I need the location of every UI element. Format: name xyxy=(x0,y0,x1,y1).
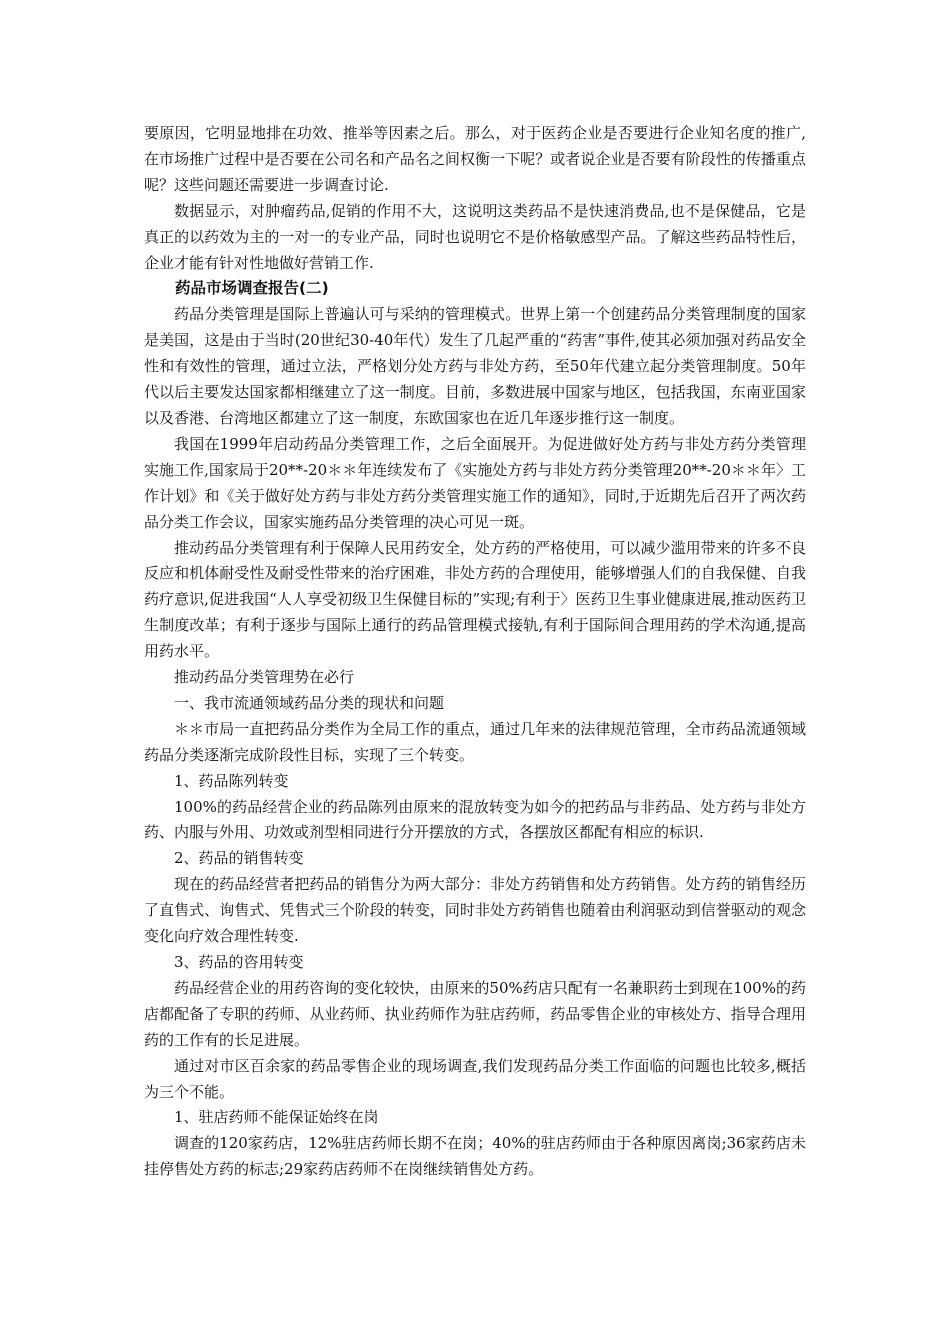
paragraph: ＊＊市局一直把药品分类作为全局工作的重点，通过几年来的法律规范管理，全市药品流通领域药品分类逐渐完成阶段性目标，实现了三个转变。 xyxy=(144,719,806,764)
paragraph: 药品分类管理是国际上普遍认可与采纳的管理模式。世界上第一个创建药品分类管理制度的国家是美国，这是由于当时(20世纪30-40年代）发生了几起严重的“药害”事件,使其必须加强对药品安全性和有效性的管理，通过立法，严格划分处方药与非处方药，至50年代建立起分类管理制度。50年代以后主要发达国家都相继建立了这一制度。目前，多数进展中国家与地区，包括我国，东南亚国家以及香港、台湾地区都建立了这一制度，东欧国家也在近几年逐步推行这一制度。 xyxy=(144,305,806,427)
paragraph: 通过对市区百余家的药品零售企业的现场调查,我们发现药品分类工作面临的问题也比较多,概括为三个不能。 xyxy=(144,1056,806,1101)
paragraph: 调查的120家药店，12%驻店药师长期不在岗；40%的驻店药师由于各种原因离岗;36家药店未挂停售处方药的标志;29家药店药师不在岗继续销售处方药。 xyxy=(144,1134,806,1179)
paragraph: 数据显示，对肿瘤药品,促销的作用不大，这说明这类药品不是快速消费品,也不是保健品，它是真正的以药效为主的一对一的专业产品，同时也说明它不是价格敏感型产品。了解这些药品特性后，企业才能有针对性地做好营销工作. xyxy=(144,201,806,272)
paragraph: 药品经营企业的用药咨询的变化较快，由原来的50%药店只配有一名兼职药士到现在100%的药店都配备了专职的药师、从业药师、执业药师作为驻店药师，药品零售企业的审核处方、指导合理用药的工作有的长足进展。 xyxy=(144,978,806,1049)
paragraph: 我国在1999年启动药品分类管理工作，之后全面展开。为促进做好处方药与非处方药分类管理实施工作,国家局于20**-20＊＊年连续发布了《实施处方药与非处方药分类管理20**-20＊＊年〉工作计划》和《关于做好处方药与非处方药分类管理实施工作的通知》，同时,于近期先后召开了两次药品分类工作会议，国家实施药品分类管理的决心可见一斑。 xyxy=(144,434,806,531)
subheading: 1、驻店药师不能保证始终在岗 xyxy=(174,1108,379,1127)
subheading: 推动药品分类管理势在必行 xyxy=(174,668,355,687)
paragraph: 100%的药品经营企业的药品陈列由原来的混放转变为如今的把药品与非药品、处方药与非处方药、内服与外用、功效或剂型相同进行分开摆放的方式，各摆放区都配有相应的标识. xyxy=(144,797,806,842)
section-title: 药品市场调查报告(二) xyxy=(175,279,329,298)
subheading: 一、我市流通领域药品分类的现状和问题 xyxy=(174,693,445,712)
paragraph: 现在的药品经营者把药品的销售分为两大部分：非处方药销售和处方药销售。处方药的销售经历了直售式、询售式、凭售式三个阶段的转变，同时非处方药销售也随着由利润驱动到信誉驱动的观念变化向疗效合理性转变. xyxy=(144,875,806,946)
subheading: 1、药品陈列转变 xyxy=(174,771,289,790)
subheading: 3、药品的咨用转变 xyxy=(174,953,304,971)
subheading: 2、药品的销售转变 xyxy=(174,849,304,868)
paragraph: 要原因，它明显地排在功效、推举等因素之后。那么，对于医药企业是否要进行企业知名度的推广,在市场推广过程中是否要在公司名和产品名之间权衡一下呢？或者说企业是否要有阶段性的传播重点呢？这些问题还需要进一步调查讨论. xyxy=(144,124,806,194)
paragraph: 推动药品分类管理有利于保障人民用药安全，处方药的严格使用，可以减少滥用带来的许多不良反应和机体耐受性及耐受性带来的治疗困难，非处方药的合理使用，能够增强人们的自我保健、自我药疗意识,促进我国“人人享受初级卫生保健目标的”实现;有利于〉医药卫生事业健康进展,推动医药卫生制度改革；有利于逐步与国际上通行的药品管理模式接轨,有利于国际间合理用药的学术沟通,提高用药水平。 xyxy=(144,538,806,661)
document-page xyxy=(144,121,806,1183)
